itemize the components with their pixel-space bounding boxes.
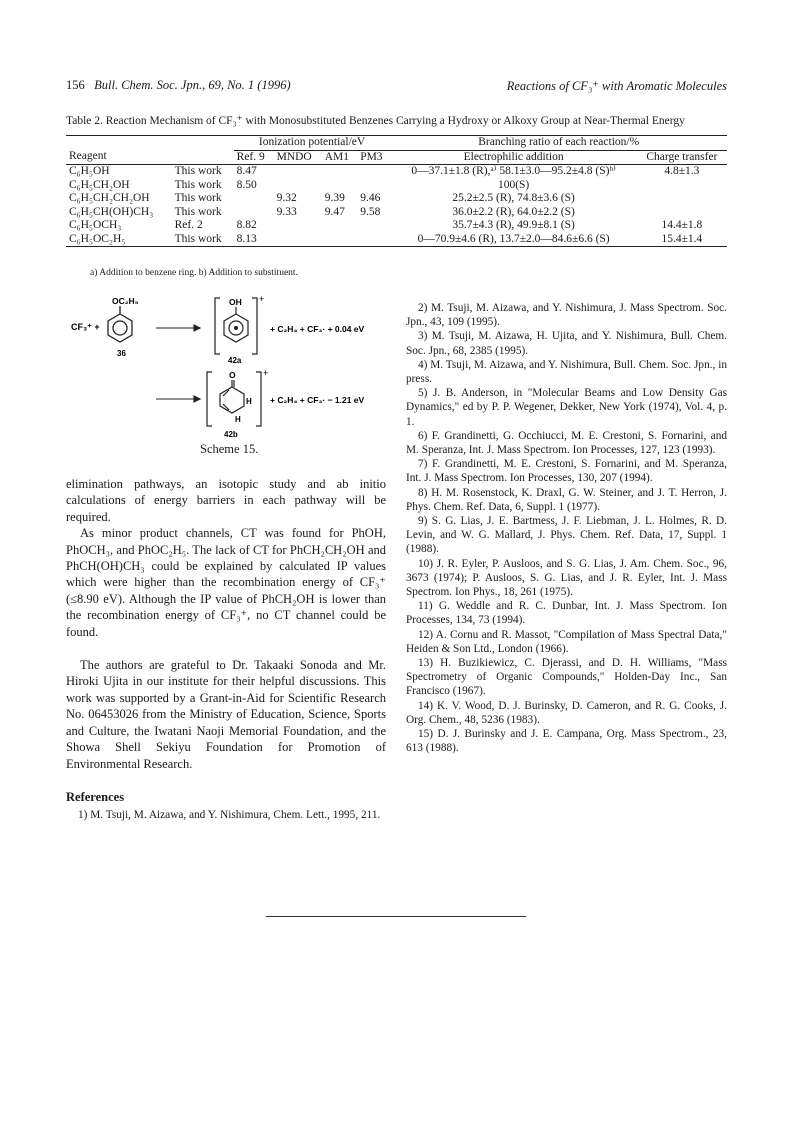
- data-table: [66, 135, 727, 247]
- reactant-label: CF₃⁺ +: [71, 322, 100, 332]
- table-cell-src: This work: [174, 205, 222, 218]
- table-cell-am1: [322, 165, 357, 179]
- table-cell-am1: 9.39: [324, 192, 345, 204]
- table-cell-reagent: C₆H₅OH: [69, 165, 110, 177]
- reference-item: 14) K. V. Wood, D. J. Burinsky, D. Cameron, and R. G. Cooks, J. Org. Chem., 48, 5236 (1983).: [406, 699, 727, 726]
- end-rule: [266, 916, 526, 917]
- hydrogen-label: H: [246, 397, 252, 406]
- table-cell-ct: [637, 179, 727, 193]
- table-cell-src: This work: [174, 232, 222, 245]
- reference-item: 10) J. R. Eyler, P. Ausloos, and S. G. Lias, J. Am. Chem. Soc., 96, 3673 (1974); P. Ausloos, S. G. Lias, and J. R. Eyler, Int. J. Mass Spectrom. Ion Phys., 18, 261 (1975).: [406, 557, 727, 599]
- table-cell-ref9: 8.50: [236, 178, 257, 191]
- reference-item: 9) S. G. Lias, J. E. Bartmess, J. F. Liebman, J. L. Holmes, R. D. Levin, and W. G. Mallard, J. Phys. Chem. Ref. Data, 17, Suppl. 1 (1988).: [406, 515, 727, 556]
- table-cell-pm3: [357, 165, 390, 179]
- table-cell-src: This work: [174, 178, 222, 191]
- reference-list-right: [406, 301, 727, 756]
- table-row: [66, 233, 727, 247]
- table-cell-pm3: 9.46: [360, 192, 381, 204]
- acknowledgement: The authors are grateful to Dr. Takaaki Sonoda and Mr. Hiroki Ujita in our institute for their helpful discussions. This work was supported by a Grant-in-Aid for Scientific Research No. 06453026 from the Ministry of Education, Science, Sports and Culture, the Iwatani Naoji Memorial Foundation, and the Showa Shell Sekiyu Foundation for Promotion of Environmental Research.: [66, 658, 386, 771]
- table-cell-pm3: [357, 219, 390, 233]
- table-cell-reagent: C₆H₅OCH₃: [69, 219, 122, 231]
- table-cell-ct: 4.8±1.3: [664, 165, 700, 177]
- table-cell-mndo: [274, 179, 322, 193]
- compound-label-36: 36: [117, 349, 126, 358]
- reference-item: 15) D. J. Burinsky and J. E. Campana, Org. Mass Spectrom., 23, 613 (1988).: [406, 728, 727, 755]
- table-cell-mndo: [274, 233, 322, 247]
- column-header: AM1: [324, 150, 350, 163]
- page-number: 156: [66, 78, 85, 92]
- table-cell-src: Ref. 2: [174, 219, 203, 231]
- table-cell-ct: 15.4±1.4: [661, 232, 703, 245]
- arrow-icon: [156, 396, 200, 402]
- paragraph: elimination pathways, an isotopic study and ab initio calculations of energy barriers in each pathway will be required.: [66, 477, 386, 524]
- column-header: PM3: [360, 150, 383, 163]
- table-cell-mndo: [274, 165, 322, 179]
- column-header: Electrophilic addition: [463, 150, 564, 163]
- reference-item: 6) F. Grandinetti, G. Occhiucci, M. E. Crestoni, S. Fornarini, and M. Speranza, Int. J. Mass Spectrom. Ion Processes, 127, 123 (1993).: [406, 429, 727, 457]
- reference-item: 1) M. Tsuji, M. Aizawa, and Y. Nishimura, Chem. Lett., 1995, 211.: [78, 809, 381, 822]
- table-cell-ea: 100(S): [497, 178, 530, 191]
- reference-item: 4) M. Tsuji, M. Aizawa, and Y. Nishimura, Bull. Chem. Soc. Jpn., in press.: [406, 358, 727, 386]
- header-group-ip: Ionization potential/eV: [234, 136, 391, 151]
- reference-list-left: [66, 808, 386, 822]
- svg-text:+: +: [263, 368, 269, 378]
- table-row: [66, 219, 727, 233]
- table-cell-mndo: [274, 219, 322, 233]
- table-cell-reagent: C₆H₅OC₂H₅: [69, 232, 126, 245]
- table-row: [66, 179, 727, 193]
- table-cell-reagent: C₆H₅CH₂OH: [69, 178, 130, 191]
- table-cell-ea: 0—37.1±1.8 (R),ᵃ⁾ 58.1±3.0—95.2±4.8 (S)ᵇ⁾: [411, 165, 616, 177]
- table-cell-am1: [322, 233, 357, 247]
- table-cell-ea: 25.2±2.5 (R), 74.8±3.6 (S): [452, 192, 575, 204]
- table-cell-am1: [322, 179, 357, 193]
- hydrogen-label: H: [235, 415, 241, 424]
- table-caption: Table 2. Reaction Mechanism of CF₃⁺ with Monosubstituted Benzenes Carrying a Hydroxy or Alkoxy Group at Near-Thermal Energy: [66, 115, 685, 127]
- table-cell-ct: [637, 206, 727, 220]
- table-cell-ct: 14.4±1.8: [661, 219, 703, 231]
- compound-label-42b: 42b: [224, 430, 238, 439]
- table-cell-ea: 35.7±4.3 (R), 49.9±8.1 (S): [452, 219, 575, 231]
- reference-item: 3) M. Tsuji, M. Aizawa, H. Ujita, and Y. Nishimura, Bull. Chem. Soc. Jpn., 68, 2385 (1995).: [406, 330, 727, 357]
- journal-citation: Bull. Chem. Soc. Jpn., 69, No. 1 (1996): [94, 78, 291, 92]
- reference-item: 13) H. Buzikiewicz, C. Djerassi, and D. H. Williams, "Mass Spectrometry of Organic Compounds," Holden-Day Inc., San Francisco (1967).: [406, 657, 727, 698]
- table-cell-src: This work: [174, 192, 222, 204]
- running-header: [66, 78, 727, 93]
- scheme-caption: Scheme 15.: [200, 442, 259, 456]
- reaction-scheme: [66, 292, 391, 442]
- svg-text:+: +: [259, 294, 265, 304]
- table-cell-ref9: 8.13: [236, 232, 257, 245]
- table-cell-reagent: C₆H₅CH(OH)CH₃: [69, 205, 154, 218]
- table-cell-am1: [322, 219, 357, 233]
- table-cell-ref9: 8.47: [236, 165, 257, 177]
- reference-item: 7) F. Grandinetti, M. E. Crestoni, S. Fornarini, and M. Speranza, Int. J. Mass Spectrom. Ion Processes, 130, 207 (1994).: [406, 458, 727, 485]
- column-header: Reagent: [69, 150, 107, 162]
- reference-item: 8) H. M. Rosenstock, K. Draxl, G. W. Steiner, and J. T. Herron, J. Phys. Chem. Ref. Data, 6, Suppl. 1 (1977).: [406, 486, 727, 513]
- table-cell-ref9: [234, 206, 274, 220]
- left-column: [66, 476, 386, 823]
- table-row: [66, 192, 727, 206]
- column-header: Charge transfer: [646, 150, 718, 163]
- scheme-drawing: [66, 292, 391, 442]
- substituent-label: OC₂H₅: [112, 296, 139, 306]
- reference-item: 12) A. Cornu and R. Massot, "Compilation of Mass Spectral Data," Heiden & Son Ltd., London (1966).: [406, 628, 727, 655]
- hydroxy-label: OH: [229, 297, 242, 307]
- header-group-branching: Branching ratio of each reaction/%: [390, 136, 727, 151]
- table-cell-mndo: 9.33: [276, 205, 297, 218]
- table-cell-ct: [637, 192, 727, 206]
- column-header: Ref. 9: [236, 150, 265, 163]
- reference-item: 2) M. Tsuji, M. Aizawa, and Y. Nishimura, J. Mass Spectrom. Soc. Jpn., 43, 109 (1995).: [406, 302, 727, 329]
- paragraph: As minor product channels, CT was found for PhOH, PhOCH₃, and PhOC₂H₅. The lack of CT for PhCH₂CH₂OH and PhCH(OH)CH₃ could be explained by calculated IP values which were higher than the recombination energy of CF₃⁺ (≤8.90 eV). Although the IP value of PhCH₂OH is lower than the recombination energy of CF₃⁺, no CT channel could be found.: [66, 526, 386, 639]
- table-cell-mndo: 9.32: [276, 192, 297, 204]
- table-row: [66, 165, 727, 179]
- reference-item: 5) J. B. Anderson, in "Molecular Beams and Low Density Gas Dynamics," ed by P. P. Wegener, Dekker, New York (1974), Vol. 4, p. 1.: [406, 387, 727, 428]
- table-cell-reagent: C₆H₅CH₂CH₂OH: [69, 192, 150, 204]
- products-42b: + C₂H₄ + CF₃· − 1.21 eV: [270, 395, 365, 405]
- table-cell-ea: 36.0±2.2 (R), 64.0±2.2 (S): [452, 205, 575, 218]
- bracket-icon: [207, 372, 261, 426]
- running-title: Reactions of CF₃⁺ with Aromatic Molecules: [506, 79, 727, 93]
- column-header: MNDO: [276, 150, 312, 163]
- arrow-icon: [156, 325, 200, 331]
- table-row: [66, 206, 727, 220]
- oxygen-label: O: [229, 370, 236, 380]
- products-42a: + C₂H₄ + CF₃· + 0.04 eV: [270, 324, 365, 334]
- table-cell-ref9: 8.82: [236, 219, 257, 231]
- table-cell-src: This work: [174, 165, 222, 177]
- table-cell-ea: 0—70.9±4.6 (R), 13.7±2.0—84.6±6.6 (S): [417, 232, 610, 245]
- table-cell-ref9: [234, 192, 274, 206]
- table-cell-pm3: 9.58: [360, 205, 381, 218]
- reference-item: 11) G. Weddle and R. C. Dunbar, Int. J. Mass Spectrom. Ion Processes, 134, 73 (1994).: [406, 600, 727, 627]
- table-cell-am1: 9.47: [324, 205, 345, 218]
- references-heading: References: [66, 789, 125, 804]
- table-cell-pm3: [357, 179, 390, 193]
- benzene-ring-icon: [108, 306, 132, 342]
- table-notes: a) Addition to benzene ring. b) Addition to substituent.: [90, 268, 298, 278]
- table-cell-pm3: [357, 233, 390, 247]
- compound-label-42a: 42a: [228, 356, 242, 365]
